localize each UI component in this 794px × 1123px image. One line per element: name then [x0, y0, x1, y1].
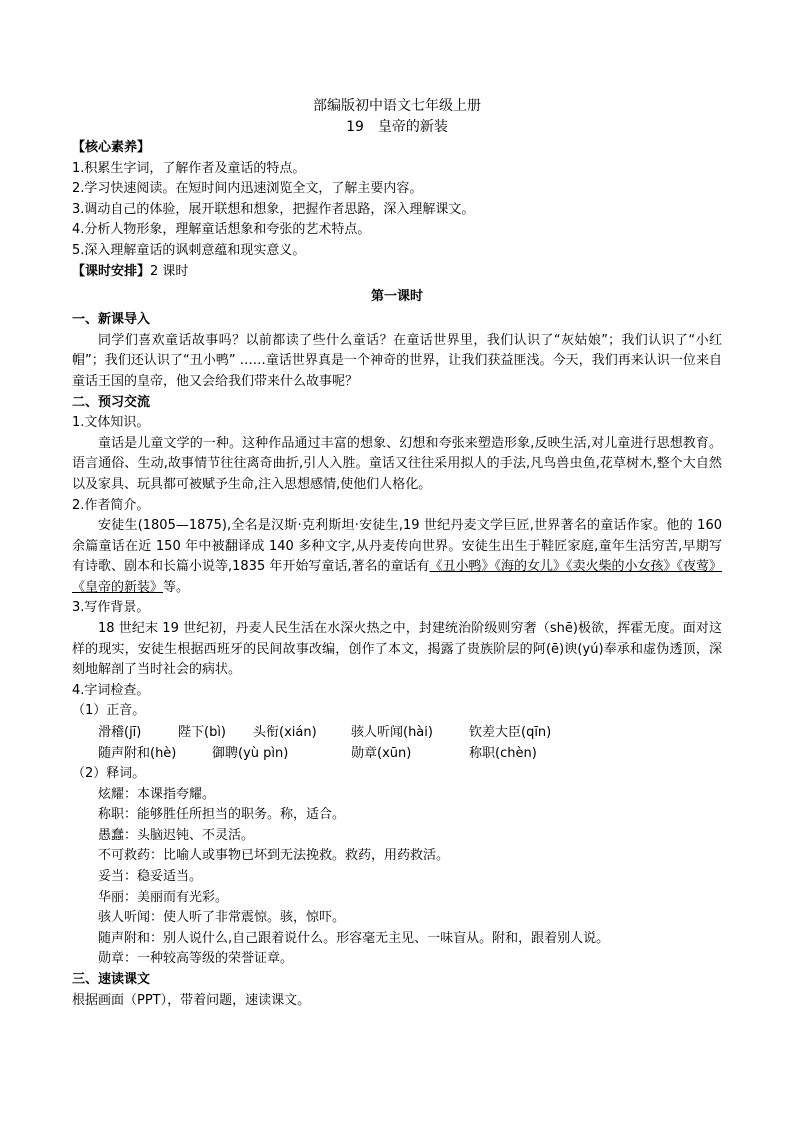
reading-heading: 三、速读课文 — [72, 971, 151, 987]
background-heading: 3.写作背景。 — [72, 600, 150, 616]
preview-heading: 二、预习交流 — [72, 394, 151, 410]
genre-heading: 1.文体知识。 — [72, 415, 150, 431]
core-item: 2.学习快速阅读。在短时间内迅速浏览全文，了解主要内容。 — [72, 181, 423, 197]
author-works-underlined: 《丑小鸭》《海的女儿》《卖火柴的小女孩》《夜莺》《皇帝的新装》 — [72, 559, 722, 595]
author-heading: 2.作者简介。 — [72, 497, 150, 513]
pinyin-item: 称职(chèn) — [469, 746, 537, 762]
definition-item: 妥当：稳妥适当。 — [98, 869, 203, 884]
genre-paragraph: 童话是儿童文学的一种。这种作品通过丰富的想象、幻想和夸张来塑造形象,反映生活,对儿童进行思想教育。语言通俗、生动,故事情节往往离奇曲折,引人入胜。童话又往往采用拟人的手法,凡鸟兽虫鱼,花草树木,整个大自然以及家具、玩具都可被赋予生命,注入思想感情,使他们人格化。 — [72, 435, 722, 492]
schedule-value: 2 课时 — [150, 263, 189, 279]
pinyin-item: 随声附和(hè) — [98, 746, 177, 762]
core-item: 5.深入理解童话的讽刺意蕴和现实意义。 — [72, 242, 306, 258]
vocab-heading: 4.字词检查。 — [72, 682, 150, 698]
intro-paragraph: 同学们喜欢童话故事吗？以前都读了些什么童话？在童话世界里，我们认识了“灰姑娘”；我们认识了“小红帽”；我们还认识了“丑小鸭” ……童话世界真是一个神奇的世界，让我们获益匪浅。今天，我们再来认识一位来自童话王国的皇帝，他又会给我们带来什么故事呢？ — [72, 332, 722, 389]
definition-item: 华丽：美丽而有光彩。 — [98, 889, 229, 905]
lesson-subtitle: 19 皇帝的新装 — [346, 119, 448, 135]
pinyin-item: 骇人听闻(hài) — [351, 725, 433, 741]
core-heading: 【核心素养】 — [72, 140, 151, 155]
core-item: 3.调动自己的体验，展开联想和想象，把握作者思路，深入理解课文。 — [72, 201, 475, 217]
author-paragraph: 安徒生(1805—1875),全名是汉斯·克利斯坦·安徒生,19 世纪丹麦文学巨匠,世界著名的童话作家。他的 160 余篇童话在近 150 年中被翻译成 140 多种文字,从丹麦传向世界。安徒生出生于鞋匠家庭,童年生活穷苦,早期写有诗歌、剧本和长篇小说等,1835 年开始写童话,著名的童话有《丑小鸭》《海的女儿》《卖火柴的小女孩》《夜莺》《皇帝的新装》等。 — [72, 518, 722, 595]
schedule-line — [72, 262, 722, 283]
definition-item: 随声附和：别人说什么,自己跟着说什么。形容毫无主见、一味盲从。附和，跟着别人说。 — [98, 930, 610, 946]
pinyin-item: 头衔(xián) — [253, 725, 317, 741]
definition-item: 骇人听闻：使人听了非常震惊。骇，惊吓。 — [98, 910, 346, 926]
definition-item: 愚蠢：头脑迟钝、不灵活。 — [98, 827, 255, 843]
core-item: 4.分析人物形象，理解童话想象和夸张的艺术特点。 — [72, 222, 371, 238]
pronunciation-row — [72, 743, 722, 764]
schedule-heading: 【课时安排】 — [72, 263, 151, 279]
background-paragraph: 18 世纪末 19 世纪初，丹麦人民生活在水深火热之中，封建统治阶级则穷奢（shē)极欲，挥霍无度。面对这样的现实，安徒生根据西班牙的民间故事改编，创作了本文，揭露了贵族阶层的阿(ē)谀(yú)奉承和虚伪透顶，深刻地解剖了当时社会的病状。 — [72, 621, 722, 678]
definition-item: 勋章：一种较高等级的荣誉证章。 — [98, 951, 294, 967]
definition-item: 不可救药：比喻人或事物已坏到无法挽救。救药，用药救活。 — [98, 848, 450, 864]
pronunciation-heading: （1）正音。 — [72, 703, 146, 719]
pinyin-item: 陛下(bì) — [178, 725, 227, 741]
intro-heading: 一、新课导入 — [72, 312, 151, 328]
document-title: 部编版初中语文七年级上册 — [313, 98, 481, 114]
pinyin-item: 勋章(xūn) — [351, 746, 412, 762]
reading-instruction: 根据画面（PPT），带着问题，速读课文。 — [72, 992, 311, 1008]
definitions-heading: （2）释词。 — [72, 766, 146, 782]
pinyin-item: 滑稽(jī) — [98, 725, 142, 741]
document-page — [72, 96, 722, 1011]
lesson-session-title: 第一课时 — [370, 289, 423, 305]
definition-item: 炫耀：本课指夸耀。 — [98, 786, 216, 802]
pinyin-item: 御聘(yù pìn) — [212, 746, 289, 762]
pronunciation-row — [72, 722, 722, 743]
definition-item: 称职：能够胜任所担当的职务。称，适合。 — [98, 807, 346, 823]
pinyin-item: 钦差大臣(qīn) — [469, 725, 552, 741]
core-item: 1.积累生字词，了解作者及童话的特点。 — [72, 160, 306, 176]
